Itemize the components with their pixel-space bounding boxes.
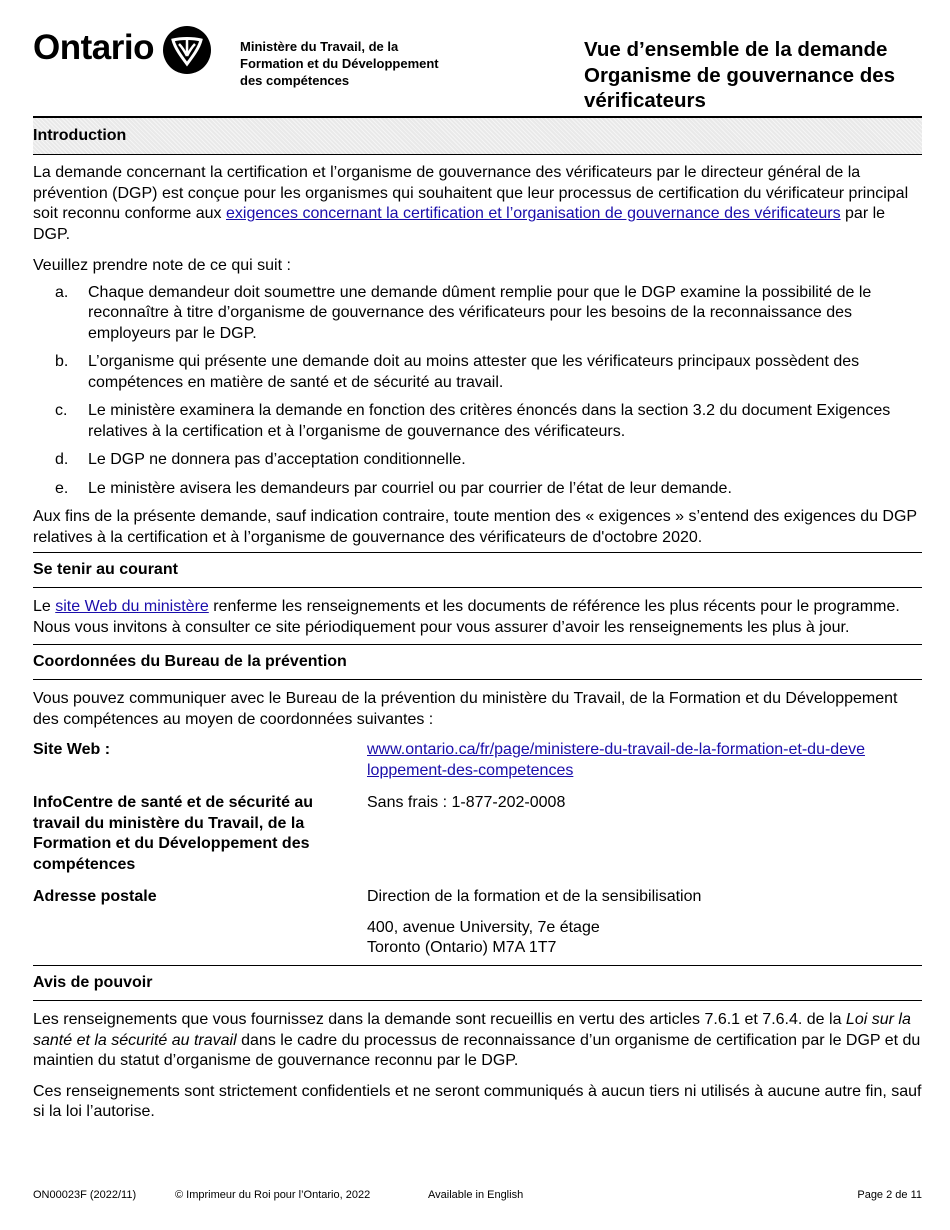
list-item: c. Le ministère examinera la demande en fonction des critères énoncés dans la section 3.2 du document Exigences relatives à la certification et à l’organisme de gouvernance des vérificateurs. <box>55 402 891 440</box>
ministry-name: Ministère du Travail, de la Formation et du Développement des compétences <box>240 39 439 88</box>
list-item: b. L’organisme qui présente une demande doit au moins attester que les vérificateurs principaux possèdent des compétences en matière de santé et de sécurité au travail. <box>55 353 860 391</box>
contact-website-row <box>33 740 922 781</box>
introduction-paragraph: La demande concernant la certification et l’organisme de gouvernance des vérificateurs par le directeur général de la prévention (DGP) est conçue pour les organismes qui souhaitent que leur processus de certification du vérificateur principal soit reconnu conforme aux exigences concernant la certification et l’organisation de gouvernance des vérificateurs par le DGP. <box>33 164 909 243</box>
stay-informed-paragraph: Le site Web du ministère renferme les renseignements et les documents de référence les plus récents pour le programme. Nous vous invitons à consulter ce site périodiquement pour vous assurer d’avoir les renseignements les plus à jour. <box>33 598 900 636</box>
ministry-website-link[interactable]: site Web du ministère <box>55 598 209 615</box>
requirements-link[interactable]: exigences concernant la certification et l’organisation de gouvernance des vérificateurs <box>226 205 841 222</box>
notes-list <box>33 283 922 500</box>
list-item: d. Le DGP ne donnera pas d’acceptation conditionnelle. <box>55 451 466 468</box>
ontario-trillium-icon <box>163 26 211 74</box>
authority-paragraph: Les renseignements que vous fournissez dans la demande sont recueillis en vertu des articles 7.6.1 et 7.6.4. de la Loi sur la santé et la sécurité au travail dans le cadre du processus de reconnaissance d’un organisme de certification par le DGP et du maintien du statut d’organisme de gouvernance reconnu par le DGP. <box>33 1011 921 1069</box>
contact-infocentre-row <box>33 793 922 887</box>
copyright: © Imprimeur du Roi pour l’Ontario, 2022 <box>175 1189 371 1201</box>
stay-informed-heading: Se tenir au courant <box>33 552 922 588</box>
document-page <box>33 0 922 1123</box>
page-header <box>33 0 922 118</box>
form-id: ON00023F (2022/11) <box>33 1189 137 1201</box>
requirements-definition: Aux fins de la présente demande, sauf indication contraire, toute mention des « exigences » s’entend des exigences du DGP relatives à la certification et à l’organisme de gouvernance des vérificateurs de d'octobre 2020. <box>33 508 917 546</box>
website-label: Site Web : <box>33 741 111 758</box>
contact-heading: Coordonnées du Bureau de la prévention <box>33 644 922 680</box>
contact-website-link[interactable]: www.ontario.ca/fr/page/ministere-du-travail-de-la-formation-et-du-developpement-des-competences <box>367 741 865 779</box>
introduction-heading: Introduction <box>33 118 922 155</box>
infocentre-phone: Sans frais : 1-877-202-0008 <box>367 794 566 811</box>
postal-line: Direction de la formation et de la sensibilisation <box>367 888 702 905</box>
document-title: Vue d’ensemble de la demande Organisme de gouvernance des vérificateurs <box>584 38 896 112</box>
authority-heading: Avis de pouvoir <box>33 965 922 1001</box>
language-note: Available in English <box>428 1189 524 1201</box>
list-item: a. Chaque demandeur doit soumettre une demande dûment remplie pour que le DGP examine la possibilité de le reconnaître à titre d’organisme de gouvernance des vérificateurs pour les besoins de la reconnaissance des employeurs par le DGP. <box>55 283 872 342</box>
postal-line: 400, avenue University, 7e étage <box>367 918 600 936</box>
contact-intro: Vous pouvez communiquer avec le Bureau de la prévention du ministère du Travail, de la Formation et du Développement des compétences au moyen de coordonnées suivantes : <box>33 690 898 728</box>
page-number: Page 2 de 11 <box>857 1189 922 1201</box>
postal-label: Adresse postale <box>33 888 157 905</box>
infocentre-label: InfoCentre de santé et de sécurité au travail du ministère du Travail, de la Formation et du Développement des compétences <box>33 794 314 873</box>
ontario-logo-text: Ontario <box>33 28 154 67</box>
list-item: e. Le ministère avisera les demandeurs par courriel ou par courrier de l’état de leur demande. <box>55 479 732 497</box>
postal-line: Toronto (Ontario) M7A 1T7 <box>367 939 557 956</box>
contact-postal-row <box>33 887 922 965</box>
confidentiality-paragraph: Ces renseignements sont strictement confidentiels et ne seront communiqués à aucun tiers ni utilisés à aucune autre fin, sauf si la loi l’autorise. <box>33 1082 922 1120</box>
note-lead: Veuillez prendre note de ce qui suit : <box>33 257 291 274</box>
